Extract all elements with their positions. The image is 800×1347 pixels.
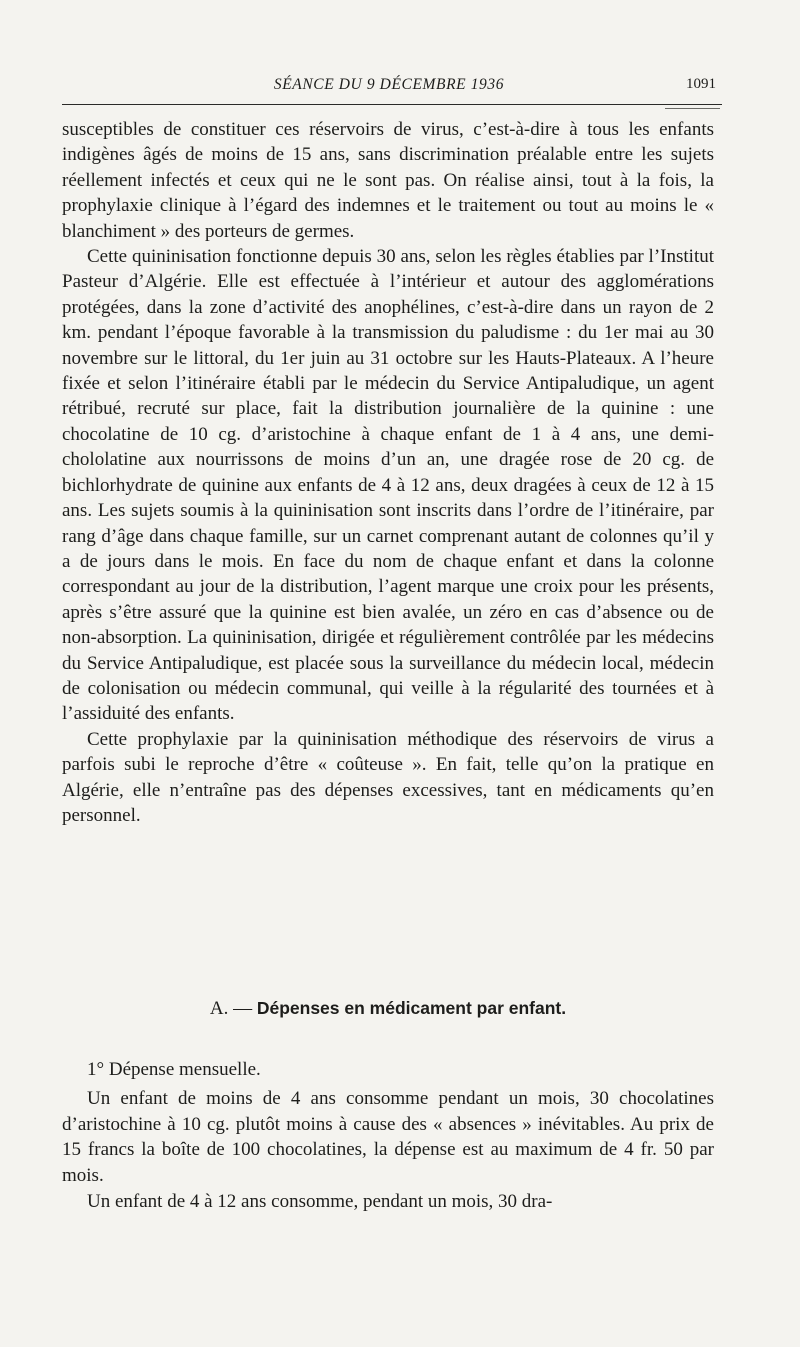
running-head xyxy=(62,76,716,100)
running-title: SÉANCE DU 9 DÉCEMBRE 1936 xyxy=(273,76,505,93)
paragraph-3: Cette prophylaxie par la quininisation méthodique des réservoirs de virus a parfois subi le reproche d’être « coûteuse ». En fait, telle qu’on la pratique en Algérie, elle n’entraîne pas des dépenses excessives, tant en médicaments qu’en personnel. xyxy=(62,728,714,826)
paragraph-1: susceptibles de constituer ces réservoirs de virus, c’est-à-dire à tous les enfants indigènes âgés de moins de 15 ans, sans discrimination préalable entre les sujets réellement infectés et ceux qui ne le sont pas. On réalise ainsi, tout à la fois, la prophylaxie clinique à l’égard des indemnes et le traitement ou tout au moins le « blanchiment » des porteurs de germes. xyxy=(62,119,714,242)
section-title: Dépenses en médicament par enfant. xyxy=(256,998,567,1018)
paragraph-5: Un enfant de 4 à 12 ans consomme, pendant un mois, 30 dra- xyxy=(87,1190,553,1212)
section-letter: A. — xyxy=(209,998,253,1019)
body-text xyxy=(62,117,714,828)
header-rule-tail xyxy=(665,108,720,109)
section-heading xyxy=(62,998,714,1020)
paragraph-2: Cette quininisation fonctionne depuis 30 ans, selon les règles établies par l’Institut Pasteur d’Algérie. Elle est effectuée à l’intérieur et autour des agglomérations protégées, dans la zone d’activité des anophélines, c’est-à-dire dans un rayon de 2 km. pendant l’époque favorable à la transmission du paludisme : du 1er mai au 30 novembre sur le littoral, du 1er juin au 31 octobre sur les Hauts-Plateaux. A l’heure fixée et selon l’itinéraire établi par le médecin du Service Antipaludique, un agent rétribué, recruté sur place, fait la distribution journalière de la quinine : une chocolatine de 10 cg. d’aristochine à chaque enfant de 1 à 4 ans, une demi-chololatine aux nourrissons de moins d’un an, une dragée rose de 20 cg. de bichlorhydrate de quinine aux enfants de 4 à 12 ans, deux dragées à ceux de 12 à 15 ans. Les sujets soumis à la quininisation sont inscrits dans l’ordre de l’itinéraire, par rang d’âge dans chaque famille, sur un carnet comprenant autant de colonnes qu’il y a de jours dans le mois. En face du nom de chaque enfant et dans la colonne correspondant au jour de la distribution, l’agent marque une croix pour les présents, après s’être assuré que la quinine est bien avalée, un zéro en cas d’absence ou de non-absorption. La quininisation, dirigée et régulièrement contrôlée par les médecins du Service Antipaludique, est placée sous la surveillance du médecin local, médecin de colonisation ou médecin communal, qui veille à la régularité des tournées et à l’assiduité des enfants. xyxy=(62,246,714,725)
paragraph-4: Un enfant de moins de 4 ans consomme pendant un mois, 30 chocolatines d’aristochine à 10 cg. plutôt moins à cause des « absences » inévitables. Au prix de 15 francs la boîte de 100 chocolatines, la dépense est au maximum de 4 fr. 50 par mois. xyxy=(62,1087,714,1187)
lower-text xyxy=(62,1057,714,1215)
subsection-label: 1° Dépense mensuelle. xyxy=(87,1059,261,1080)
header-rule xyxy=(62,104,722,105)
page-number: 1091 xyxy=(686,76,716,92)
